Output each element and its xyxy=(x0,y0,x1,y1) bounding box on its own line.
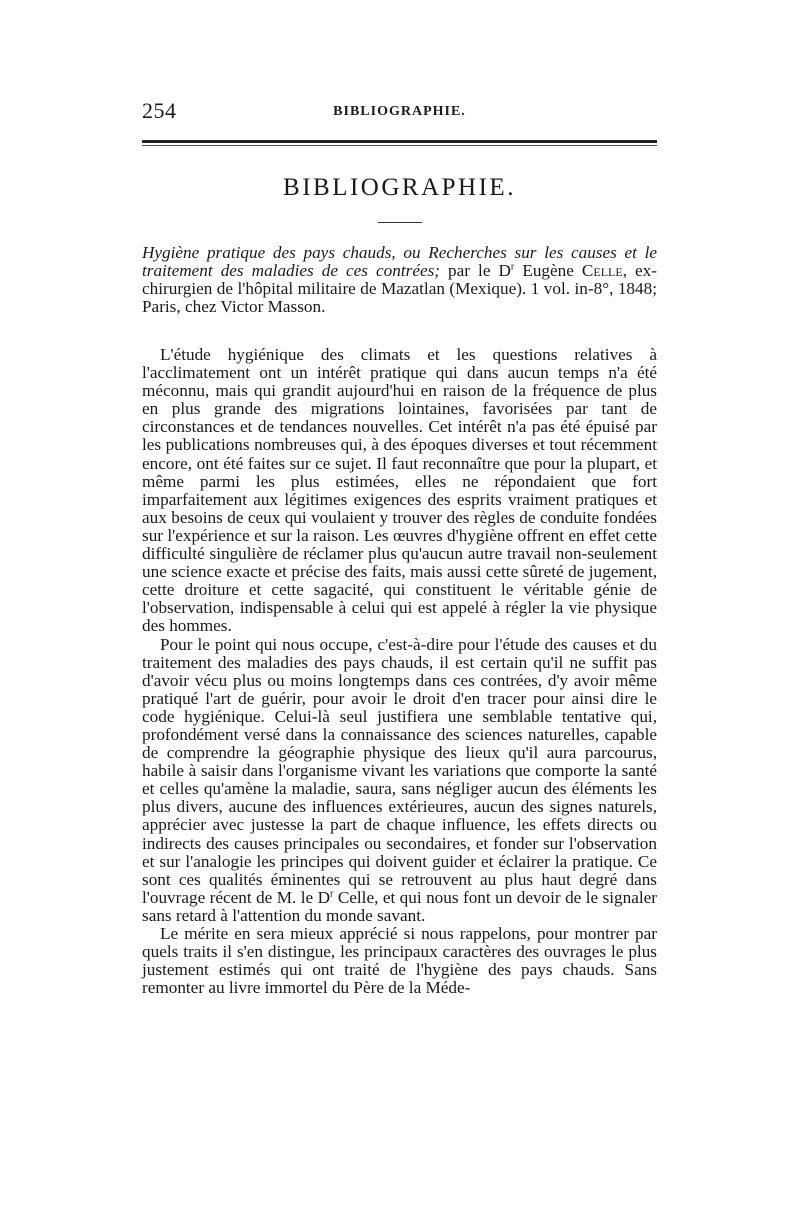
paragraph-2-sup: r xyxy=(330,888,334,900)
title-rule xyxy=(378,222,422,223)
section-title: BIBLIOGRAPHIE. xyxy=(283,174,516,201)
citation-by-sup: r xyxy=(510,261,515,273)
paragraph-2-part-b: Celle, et qui nous font un devoir de le signaler sans retard à l'attention du monde savant. xyxy=(142,887,657,925)
running-head xyxy=(142,98,657,128)
running-title: BIBLIOGRAPHIE. xyxy=(333,104,466,119)
author-first-name: Eugène xyxy=(514,261,582,281)
paragraph-2-part-a: Pour le point qui nous occupe, c'est-à-dire pour l'étude des causes et du traitement des maladies des pays chauds, il est certain qu'il ne suffit pas d'avoir vécu plus ou moins longtemps dans ces contrées, d'y avoir même pratiqué l'art de guérir, pour avoir le droit d'en tracer pour ainsi dire le code hygiénique. Celui-là seul justifiera une semblable tentative qui, profondément versé dans la connaissance des sciences naturelles, capable de comprendre la géographie physique des lieux qu'il aura parcourus, habile à saisir dans l'organisme vivant les variations que comporte la santé et celles qu'amène la maladie, saura, sans négliger aucun des éléments les plus divers, aucune des influences extérieures, aucun des signes naturels, apprécier avec justesse la part de chaque influence, les effets directs ou indirects des causes principales ou secondaires, et fonder sur l'observation et sur l'analogie les principes qui doivent guider et éclairer la pratique. Ce sont ces qualités éminentes qui se retrouvent au plus haut degré dans l'ouvrage récent de M. le D xyxy=(142,634,657,907)
header-rule xyxy=(142,140,657,143)
bibliographic-citation xyxy=(142,244,657,316)
citation-details: , ex-chirurgien de l'hôpital militaire de Mazatlan (Mexique). 1 vol. in-8°, 1848; Paris, chez Victor Masson. xyxy=(142,261,657,317)
body-text xyxy=(142,346,657,997)
author-last-name: Celle xyxy=(581,261,623,281)
paragraph-1: L'étude hygiénique des climats et les questions relatives à l'acclimatement ont un intérêt pratique qui dans aucun temps n'a été méconnu, mais qui grandit aujourd'hui en raison de la fréquence de plus en plus grande des migrations lointaines, favorisées par tant de circonstances et de tendances nouvelles. Cet intérêt n'a pas été épuisé par les publications nombreuses qui, à des époques diverses et tout récemment encore, ont été faites sur ce sujet. Il faut reconnaître que pour la plupart, et même parmi les plus estimées, elles ne répondaient que fort imparfaitement aux légitimes exigences des esprits vraiment pratiques et aux besoins de ceux qui voulaient y trouver des règles de conduite fondées sur l'expérience et sur la raison. Les œuvres d'hygiène offrent en effet cette difficulté singulière de réclamer plus qu'aucun autre travail non-seulement une science exacte et précise des faits, mais aussi cette sûreté de jugement, cette droiture et cette sagacité, qui constituent le véritable génie de l'observation, indispensable à celui qui est appelé à régler la vie physique des hommes. xyxy=(142,345,657,636)
page-number: 254 xyxy=(142,98,177,123)
paragraph-2 xyxy=(142,636,657,926)
paragraph-3: Le mérite en sera mieux apprécié si nous rappelons, pour montrer par quels traits il s'en distingue, les principaux caractères des ouvrages le plus justement estimés qui ont traité de l'hygiène des pays chauds. Sans remonter au livre immortel du Père de la Méde- xyxy=(142,924,657,998)
work-title: Hygiène pratique des pays chauds, ou Recherches sur les causes et le traitement des maladies de ces contrées; xyxy=(142,243,657,281)
citation-by: par le D xyxy=(440,261,511,281)
